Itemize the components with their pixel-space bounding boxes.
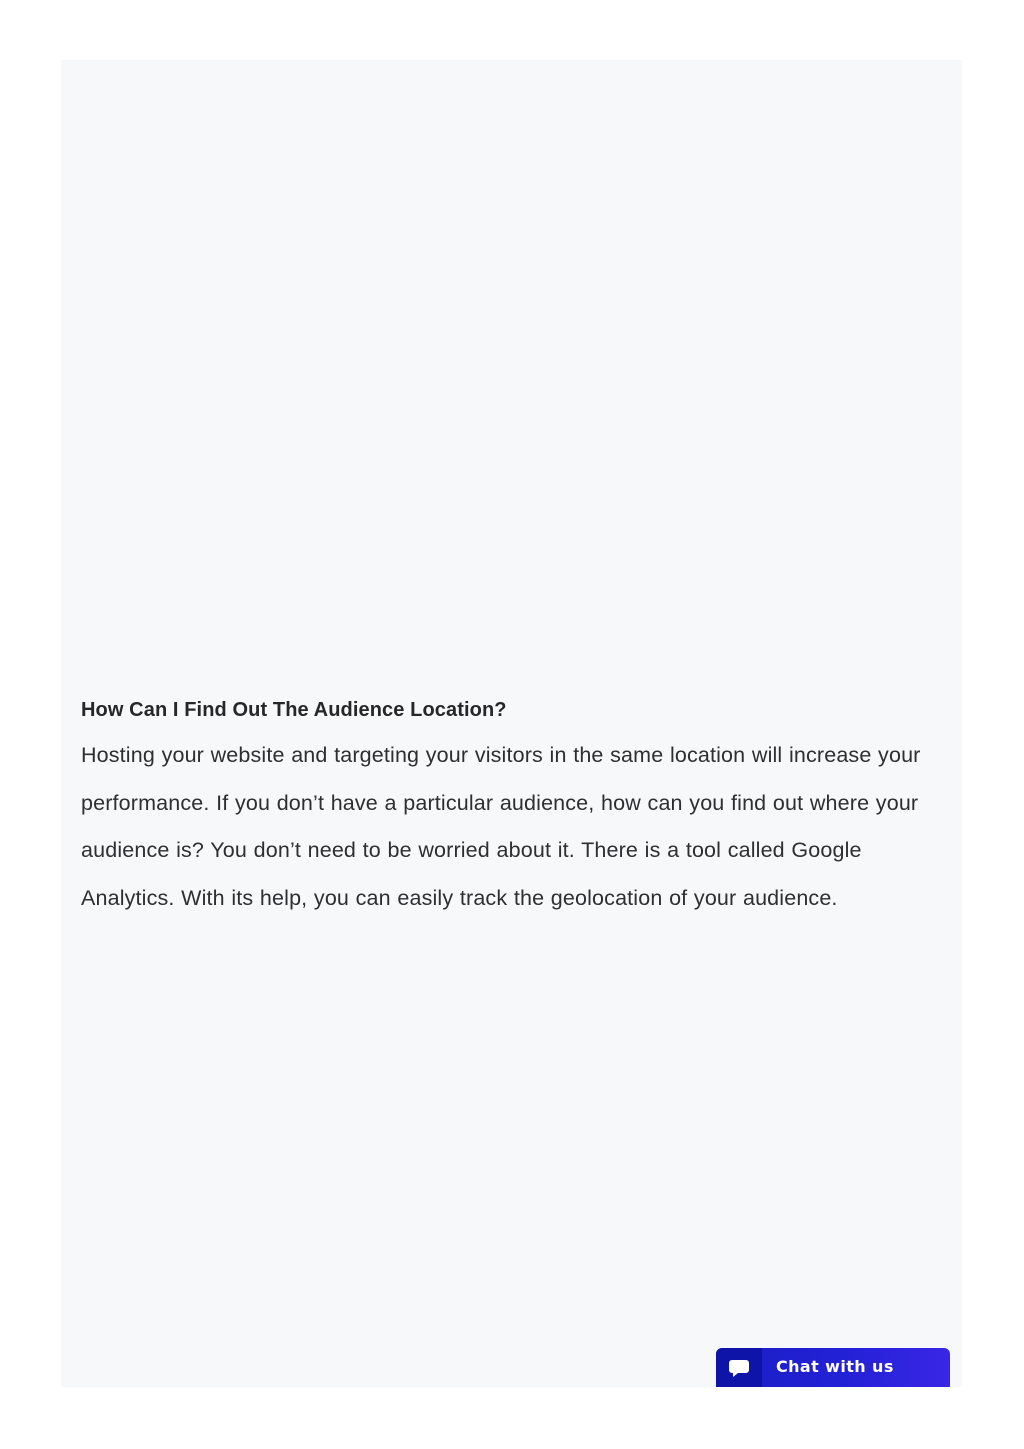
chat-widget-button[interactable] [716, 1348, 950, 1387]
article-content [81, 696, 951, 923]
article-body: Hosting your website and targeting your visitors in the same location will increase your performance. If you don’t have a particular audience, how can you find out where your audience is? You don’t need to be worried about it. There is a tool called Google Analytics. With its help, you can easily track the geolocation of your audience. [81, 743, 921, 911]
article-heading: How Can I Find Out The Audience Location? [81, 699, 507, 721]
chat-bubble-icon [728, 1357, 750, 1379]
page-panel [61, 60, 962, 1387]
chat-icon-box [716, 1348, 762, 1387]
chat-label: Chat with us [776, 1357, 894, 1376]
